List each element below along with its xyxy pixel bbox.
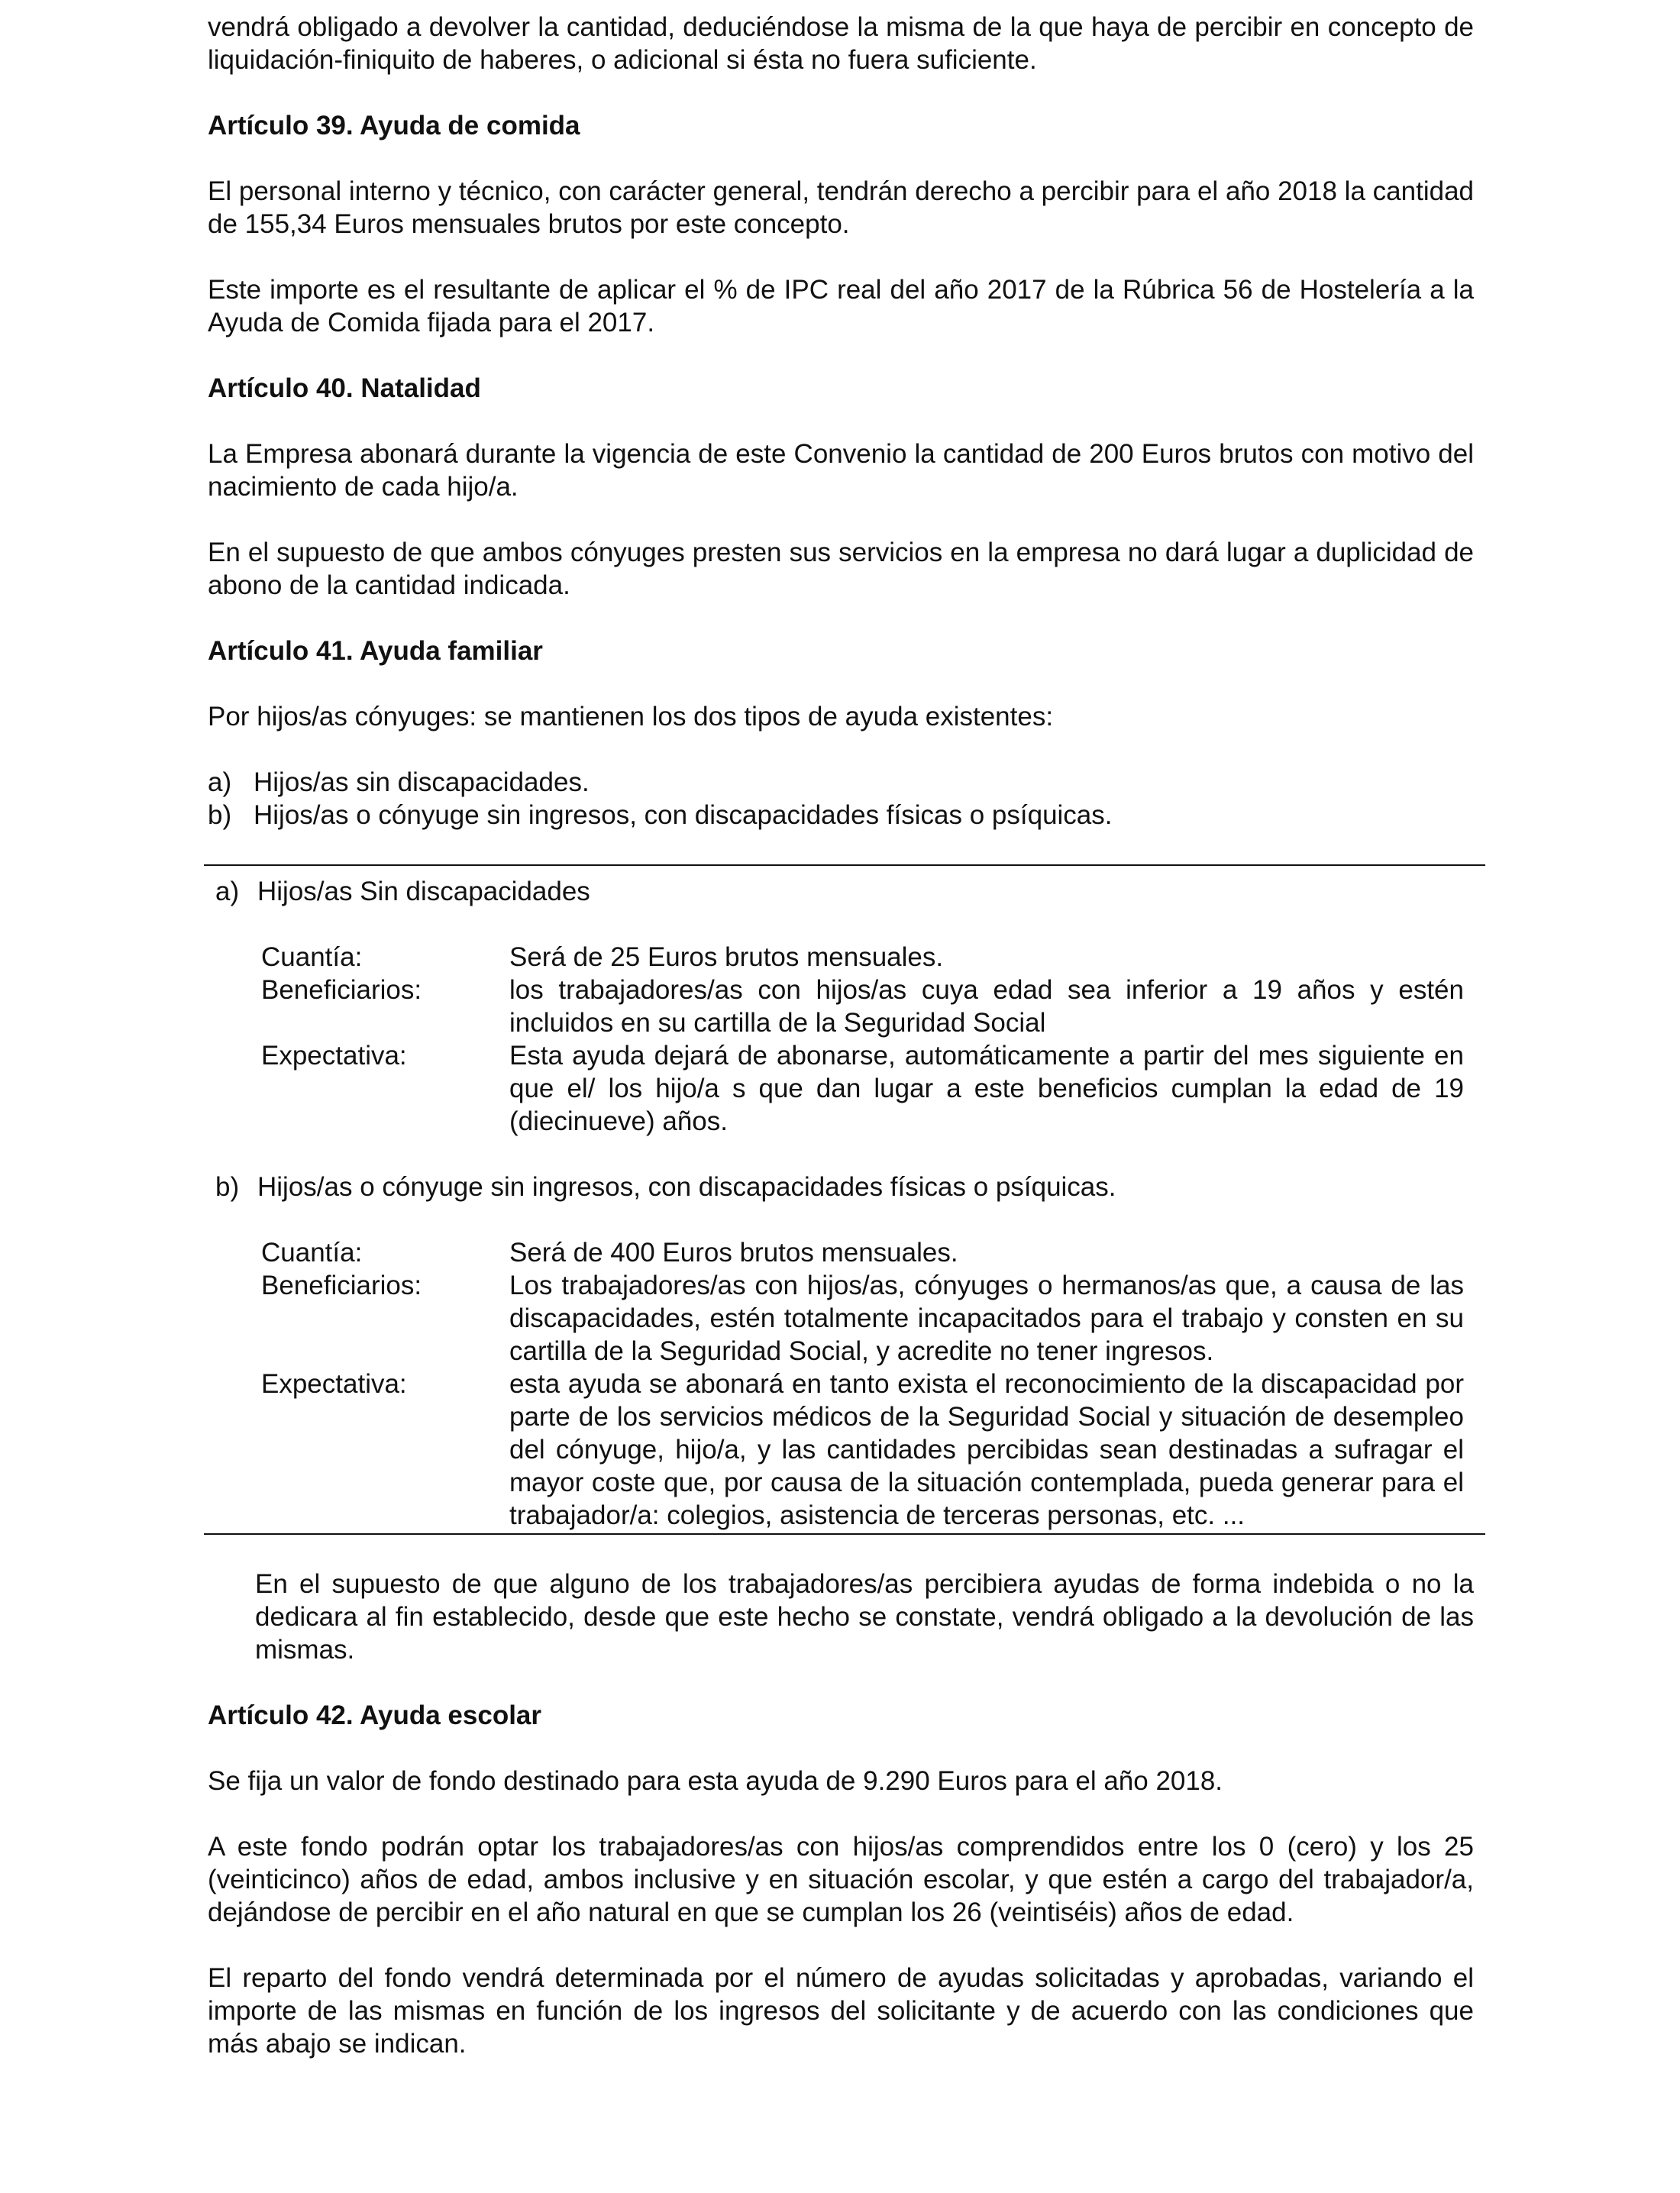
- definition-description: Será de 400 Euros brutos mensuales.: [509, 1238, 958, 1268]
- list-item-text: Hijos/as sin discapacidades.: [254, 767, 590, 797]
- article-40-paragraph-2: En el supuesto de que ambos cónyuges presten sus servicios en la empresa no dará lugar a duplicidad de abono de la cantidad indicada.: [208, 538, 1474, 600]
- definition-term: Beneficiarios:: [261, 975, 422, 1005]
- article-41-closing-paragraph: En el supuesto de que alguno de los trabajadores/as percibiera ayudas de forma indebida o no la dedicara al fin establecido, desde que este hecho se constate, vendrá obligado a la devolución de las mismas.: [255, 1569, 1474, 1665]
- document-page: [208, 11, 1474, 2093]
- definition-term: Beneficiarios:: [261, 1271, 422, 1300]
- section-marker: a): [215, 877, 240, 906]
- definition-term: Expectativa:: [261, 1041, 407, 1071]
- definition-description: Será de 25 Euros brutos mensuales.: [509, 942, 944, 972]
- box-section-a-title: [215, 875, 1481, 908]
- definition-description: los trabajadores/as con hijos/as cuya edad sea inferior a 19 años y estén incluidos en su cartilla de la Seguridad Social: [509, 975, 1464, 1038]
- definition-term: Cuantía:: [261, 942, 363, 972]
- box-section-b-definitions: [261, 1236, 1481, 1532]
- article-41-paragraph-1: Por hijos/as cónyuges: se mantienen los dos tipos de ayuda existentes:: [208, 702, 1054, 732]
- list-item: [208, 766, 1474, 799]
- definition-description: esta ayuda se abonará en tanto exista el reconocimiento de la discapacidad por parte de los servicios médicos de la Seguridad Social y situación de desempleo del cónyuge, hijo/a, y las cantidades percibidas sean destinadas a sufragar el mayor coste que, por causa de la situación contemplada, pueda generar para el trabajador/a: colegios, asistencia de terceras personas, etc. ...: [509, 1369, 1464, 1530]
- article-42-heading: Artículo 42. Ayuda escolar: [208, 1700, 542, 1730]
- list-item: [208, 799, 1474, 832]
- definition-description: Los trabajadores/as con hijos/as, cónyuges o hermanos/as que, a causa de las discapacidades, estén totalmente incapacitados para el trabajo y consten en su cartilla de la Seguridad Social, y acredite no tener ingresos.: [509, 1271, 1464, 1366]
- paragraph-continuation: vendrá obligado a devolver la cantidad, deduciéndose la misma de la que haya de percibir en concepto de liquidación-finiquito de haberes, o adicional si ésta no fuera suficiente.: [208, 12, 1474, 75]
- definition-term: Expectativa:: [261, 1369, 407, 1399]
- article-42-paragraph-1: Se fija un valor de fondo destinado para esta ayuda de 9.290 Euros para el año 2018.: [208, 1766, 1223, 1796]
- box-section-a-definitions: [261, 941, 1481, 1138]
- box-section-b-title: [215, 1171, 1481, 1203]
- article-39-paragraph-2: Este importe es el resultante de aplicar el % de IPC real del año 2017 de la Rúbrica 56 de Hostelería a la Ayuda de Comida fijada para el 2017.: [208, 275, 1474, 338]
- article-40-paragraph-1: La Empresa abonará durante la vigencia de este Convenio la cantidad de 200 Euros brutos con motivo del nacimiento de cada hijo/a.: [208, 439, 1474, 502]
- article-39-heading: Artículo 39. Ayuda de comida: [208, 111, 580, 140]
- article-42-paragraph-2: A este fondo podrán optar los trabajadores/as con hijos/as comprendidos entre los 0 (cero) y los 25 (veinticinco) años de edad, ambos inclusive y en situación escolar, y que estén a cargo del trabajador/a, dejándose de percibir en el año natural en que se cumplan los 26 (veintiséis) años de edad.: [208, 1832, 1474, 1927]
- article-40-heading: Artículo 40. Natalidad: [208, 373, 481, 403]
- article-39-paragraph-1: El personal interno y técnico, con carácter general, tendrán derecho a percibir para el año 2018 la cantidad de 155,34 Euros mensuales brutos por este concepto.: [208, 176, 1474, 239]
- aid-types-list: [208, 766, 1474, 832]
- definition-description: Esta ayuda dejará de abonarse, automáticamente a partir del mes siguiente en que el/ los hijo/a s que dan lugar a este beneficios cumplan la edad de 19 (diecinueve) años.: [509, 1041, 1464, 1136]
- article-41-heading: Artículo 41. Ayuda familiar: [208, 636, 543, 666]
- list-item-text: Hijos/as o cónyuge sin ingresos, con discapacidades físicas o psíquicas.: [254, 800, 1113, 830]
- family-aid-box: [204, 864, 1485, 1535]
- definition-term: Cuantía:: [261, 1238, 363, 1268]
- section-marker: b): [215, 1172, 240, 1202]
- section-title: Hijos/as Sin discapacidades: [257, 877, 590, 906]
- list-marker: a): [208, 767, 232, 797]
- section-title: Hijos/as o cónyuge sin ingresos, con discapacidades físicas o psíquicas.: [257, 1172, 1116, 1202]
- list-marker: b): [208, 800, 232, 830]
- article-42-paragraph-3: El reparto del fondo vendrá determinada por el número de ayudas solicitadas y aprobadas, variando el importe de las mismas en función de los ingresos del solicitante y de acuerdo con las condiciones que más abajo se indican.: [208, 1963, 1474, 2059]
